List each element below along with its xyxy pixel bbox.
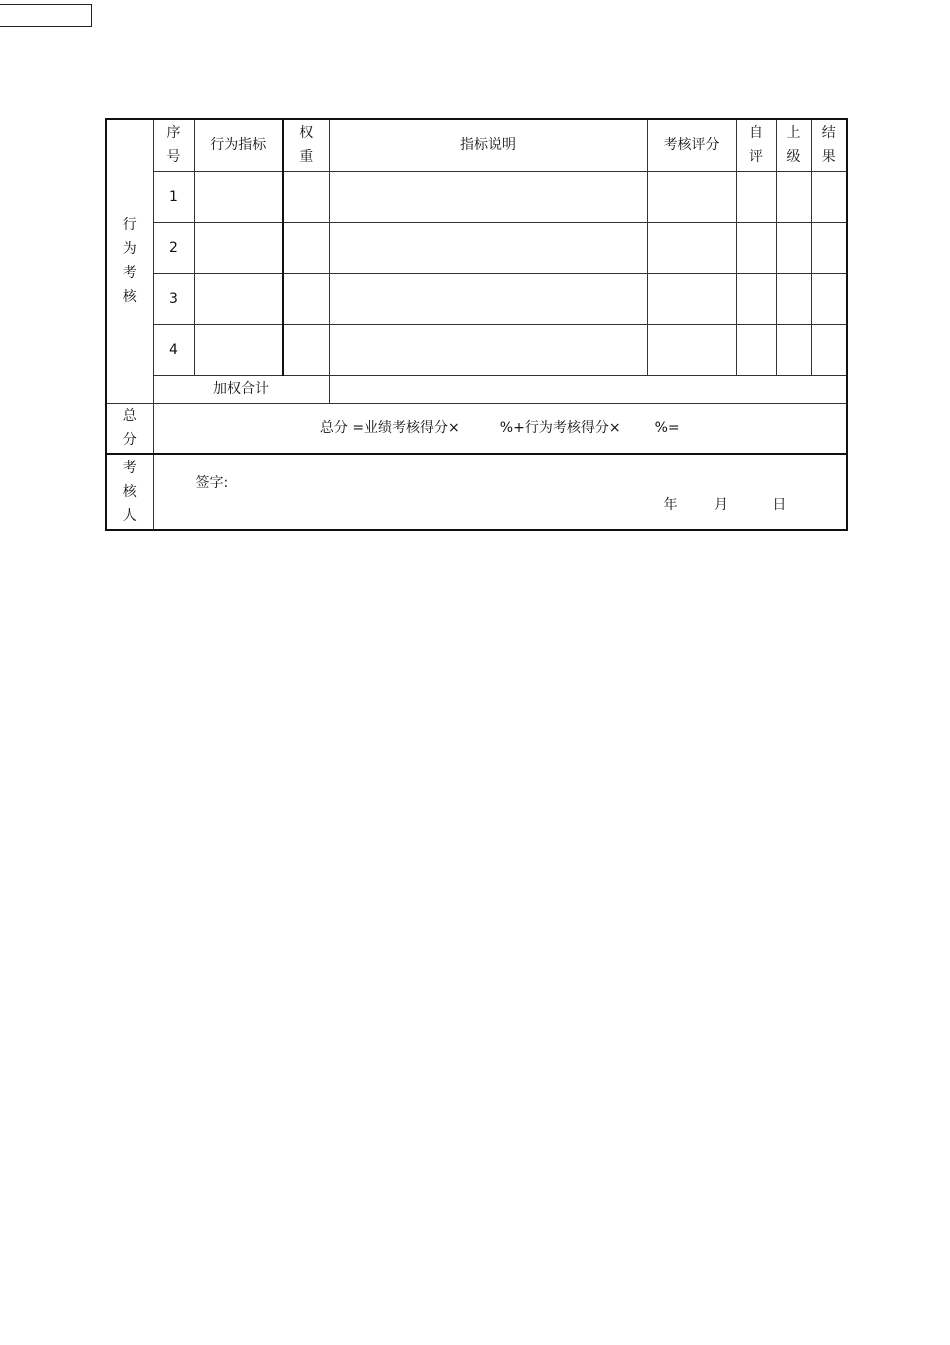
header-row (106, 119, 847, 171)
formula-part-result: %= (654, 420, 680, 437)
total-formula-cell (153, 403, 847, 454)
assessor-label: 考核人 (122, 460, 137, 524)
table-row (106, 324, 847, 375)
row-self-eval-cell[interactable] (736, 273, 776, 324)
row-superior-cell[interactable] (776, 171, 811, 222)
row-superior-cell[interactable] (776, 324, 811, 375)
section-label: 行为考核 (122, 217, 137, 306)
row-weight-cell[interactable] (283, 273, 329, 324)
row-indicator-cell[interactable] (194, 222, 283, 273)
behavior-assessment-form (105, 118, 848, 531)
table-row (106, 273, 847, 324)
row-score-cell[interactable] (647, 171, 736, 222)
row-description-cell[interactable] (329, 171, 647, 222)
header-score: 考核评分 (647, 119, 736, 171)
row-indicator-cell[interactable] (194, 324, 283, 375)
header-superior: 上级 (776, 119, 811, 171)
row-indicator-cell[interactable] (194, 171, 283, 222)
assessor-sign-cell[interactable] (153, 454, 847, 530)
row-seq: 3 (153, 273, 194, 324)
assessor-row (106, 454, 847, 530)
total-score-row (106, 403, 847, 454)
weighted-total-value-cell[interactable] (329, 375, 847, 403)
row-result-cell[interactable] (811, 324, 847, 375)
row-superior-cell[interactable] (776, 222, 811, 273)
header-self-eval: 自评 (736, 119, 776, 171)
row-score-cell[interactable] (647, 222, 736, 273)
signature-label: 签字: (195, 475, 229, 491)
corner-label-box (0, 4, 92, 27)
row-self-eval-cell[interactable] (736, 324, 776, 375)
header-indicator: 行为指标 (194, 119, 283, 171)
date-month: 月 (713, 497, 728, 513)
table-row (106, 222, 847, 273)
row-self-eval-cell[interactable] (736, 171, 776, 222)
header-seq: 序号 (153, 119, 194, 171)
row-self-eval-cell[interactable] (736, 222, 776, 273)
date-year: 年 (663, 497, 678, 513)
row-indicator-cell[interactable] (194, 273, 283, 324)
row-description-cell[interactable] (329, 222, 647, 273)
date-line (664, 493, 787, 517)
header-description: 指标说明 (329, 119, 647, 171)
row-seq: 1 (153, 171, 194, 222)
row-score-cell[interactable] (647, 324, 736, 375)
row-weight-cell[interactable] (283, 171, 329, 222)
total-label-cell (106, 403, 153, 454)
row-result-cell[interactable] (811, 222, 847, 273)
row-description-cell[interactable] (329, 324, 647, 375)
table-row (106, 171, 847, 222)
assessor-label-cell (106, 454, 153, 530)
formula-part-behavior: %+行为考核得分× (499, 420, 621, 437)
row-seq: 2 (153, 222, 194, 273)
total-label: 总分 (122, 408, 137, 449)
row-result-cell[interactable] (811, 171, 847, 222)
header-result: 结果 (811, 119, 847, 171)
row-weight-cell[interactable] (283, 324, 329, 375)
header-weight: 权重 (283, 119, 329, 171)
row-score-cell[interactable] (647, 273, 736, 324)
weighted-total-row (106, 375, 847, 403)
date-day: 日 (772, 497, 787, 513)
row-weight-cell[interactable] (283, 222, 329, 273)
formula-part-performance: 总分 =业绩考核得分× (319, 420, 460, 437)
row-superior-cell[interactable] (776, 273, 811, 324)
weighted-total-label: 加权合计 (153, 375, 329, 403)
row-description-cell[interactable] (329, 273, 647, 324)
row-result-cell[interactable] (811, 273, 847, 324)
row-seq: 4 (153, 324, 194, 375)
section-label-cell (106, 119, 153, 403)
